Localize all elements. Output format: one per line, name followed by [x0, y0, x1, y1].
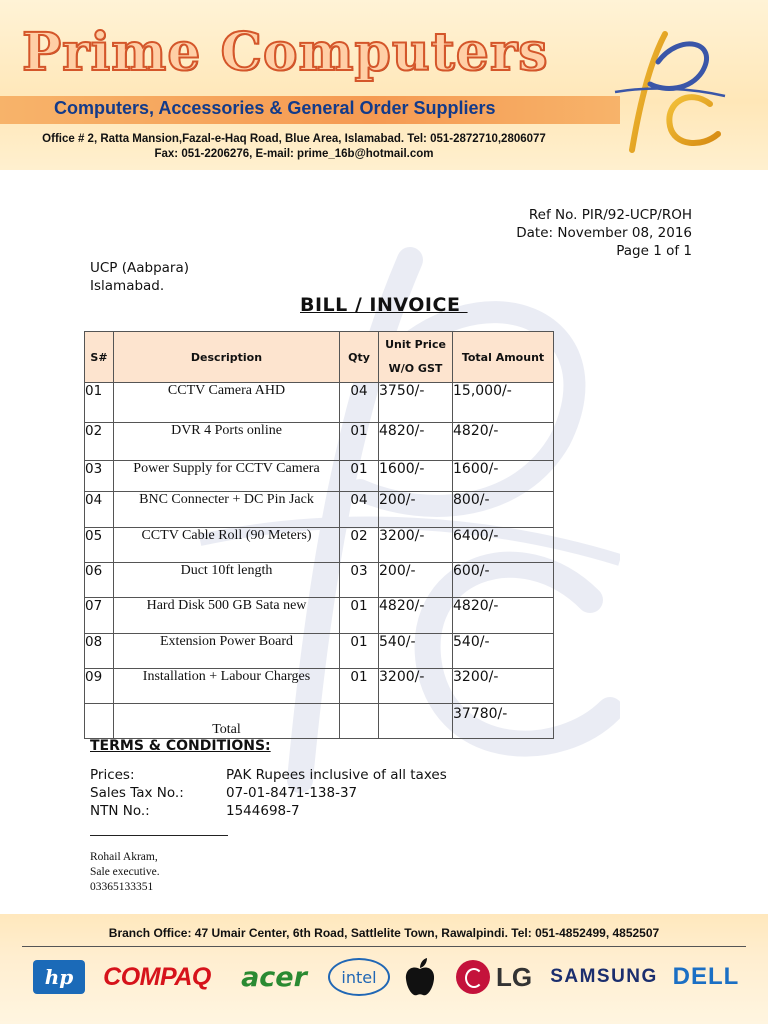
row-description: CCTV Cable Roll (90 Meters): [114, 528, 340, 563]
invoice-title: BILL / INVOICE: [300, 294, 468, 316]
row-total: 1600/-: [453, 461, 554, 492]
terms-label: Prices:: [90, 767, 135, 783]
row-total: 800/-: [453, 492, 554, 528]
row-unit-price: 1600/-: [379, 461, 453, 492]
row-sn: 02: [85, 423, 114, 461]
intel-logo-icon: [326, 952, 392, 1002]
recipient-line2: Islamabad.: [90, 278, 165, 294]
row-sn: 06: [85, 563, 114, 598]
company-tagline: Computers, Accessories & General Order Suppliers: [54, 98, 496, 118]
row-qty: 01: [340, 669, 379, 704]
row-total: 15,000/-: [453, 383, 554, 423]
lg-face-icon: [456, 960, 490, 994]
row-unit-price: 200/-: [379, 492, 453, 528]
row-description: Power Supply for CCTV Camera: [114, 461, 340, 492]
apple-icon: [403, 957, 437, 997]
row-sn: 01: [85, 383, 114, 423]
row-unit-price: 4820/-: [379, 423, 453, 461]
table-row: [85, 528, 554, 563]
row-total: 4820/-: [453, 423, 554, 461]
row-unit-price: 3750/-: [379, 383, 453, 423]
recipient-address: [90, 259, 189, 295]
invoice-date: Date: November 08, 2016: [516, 225, 692, 241]
total-empty-cell: [379, 704, 453, 739]
office-contact: Fax: 051-2206276, E-mail: prime_16b@hotmail.com: [154, 148, 434, 160]
row-qty: 01: [340, 634, 379, 669]
compaq-logo-icon: COMPAQ: [103, 962, 211, 991]
row-sn: 05: [85, 528, 114, 563]
signatory-name: Rohail Akram,: [90, 851, 158, 863]
col-header-qty: Qty: [340, 332, 379, 383]
row-description: Extension Power Board: [114, 634, 340, 669]
row-description: Hard Disk 500 GB Sata new: [114, 598, 340, 634]
table-row: [85, 423, 554, 461]
row-sn: 07: [85, 598, 114, 634]
company-name: Prime Computers: [22, 22, 549, 83]
row-qty: 01: [340, 598, 379, 634]
row-qty: 03: [340, 563, 379, 598]
col-header-unit-price: [379, 332, 453, 383]
row-qty: 04: [340, 383, 379, 423]
lg-logo-icon: [448, 952, 540, 1002]
unit-price-gst-label: W/O GST: [388, 362, 443, 375]
col-header-sn: S#: [85, 332, 114, 383]
row-unit-price: 3200/-: [379, 669, 453, 704]
brand-logos: [20, 952, 750, 1002]
terms-value: 1544698-7: [226, 803, 300, 819]
col-header-description: Description: [114, 332, 340, 383]
table-row: [85, 669, 554, 704]
page-number: Page 1 of 1: [616, 243, 692, 259]
reference-block: [516, 206, 692, 260]
row-unit-price: 4820/-: [379, 598, 453, 634]
row-description: BNC Connecter + DC Pin Jack: [114, 492, 340, 528]
dell-logo-icon: DELL: [672, 963, 740, 990]
table-header-row: [85, 332, 554, 383]
row-total: 4820/-: [453, 598, 554, 634]
row-total: 3200/-: [453, 669, 554, 704]
pc-logo-icon: [610, 22, 730, 162]
table-row: [85, 598, 554, 634]
footer-divider: [22, 946, 746, 947]
row-total: 6400/-: [453, 528, 554, 563]
acer-logo-icon: acer: [241, 961, 307, 993]
table-row: [85, 563, 554, 598]
row-sn: 08: [85, 634, 114, 669]
lg-logo-text: LG: [495, 961, 533, 992]
row-qty: 01: [340, 423, 379, 461]
table-row: [85, 492, 554, 528]
col-header-total: Total Amount: [453, 332, 554, 383]
total-label: Total: [114, 704, 340, 739]
row-qty: 01: [340, 461, 379, 492]
row-sn: 09: [85, 669, 114, 704]
unit-price-label: Unit Price: [385, 338, 446, 351]
terms-label: Sales Tax No.:: [90, 785, 184, 801]
signature-block: [90, 850, 160, 895]
row-description: DVR 4 Ports online: [114, 423, 340, 461]
row-total: 600/-: [453, 563, 554, 598]
row-sn: 04: [85, 492, 114, 528]
row-qty: 02: [340, 528, 379, 563]
office-address: Office # 2, Ratta Mansion,Fazal-e-Haq Road, Blue Area, Islamabad. Tel: 051-2872710,2806077: [42, 133, 546, 145]
table-total-row: [85, 704, 554, 739]
row-sn: 03: [85, 461, 114, 492]
table-row: [85, 383, 554, 423]
terms-label: NTN No.:: [90, 803, 150, 819]
hp-logo-icon: [30, 952, 88, 1002]
ref-number: Ref No. PIR/92-UCP/ROH: [528, 207, 692, 223]
row-description: Installation + Labour Charges: [114, 669, 340, 704]
intel-logo-text: intel: [328, 958, 390, 996]
row-unit-price: 3200/-: [379, 528, 453, 563]
row-total: 540/-: [453, 634, 554, 669]
signature-line: [90, 835, 228, 836]
signatory-role: Sale executive.: [90, 866, 160, 878]
branch-office: Branch Office: 47 Umair Center, 6th Road, Sattlelite Town, Rawalpindi. Tel: 051-4852499, 4852507: [108, 926, 660, 940]
row-description: Duct 10ft length: [114, 563, 340, 598]
recipient-line1: UCP (Aabpara): [90, 260, 190, 276]
samsung-logo-icon: SAMSUNG: [550, 966, 658, 987]
apple-logo-icon: [398, 952, 442, 1002]
terms-heading: TERMS & CONDITIONS:: [90, 738, 271, 754]
total-empty-cell: [85, 704, 114, 739]
terms-value: PAK Rupees inclusive of all taxes: [226, 767, 447, 783]
terms-value: 07-01-8471-138-37: [226, 785, 358, 801]
row-unit-price: 200/-: [379, 563, 453, 598]
total-empty-cell: [340, 704, 379, 739]
table-row: [85, 634, 554, 669]
hp-logo-text: hp: [33, 960, 85, 994]
table-row: [85, 461, 554, 492]
row-unit-price: 540/-: [379, 634, 453, 669]
invoice-table: [84, 331, 554, 739]
row-qty: 04: [340, 492, 379, 528]
row-description: CCTV Camera AHD: [114, 383, 340, 423]
grand-total: 37780/-: [453, 704, 554, 739]
signatory-phone: 03365133351: [90, 881, 154, 893]
